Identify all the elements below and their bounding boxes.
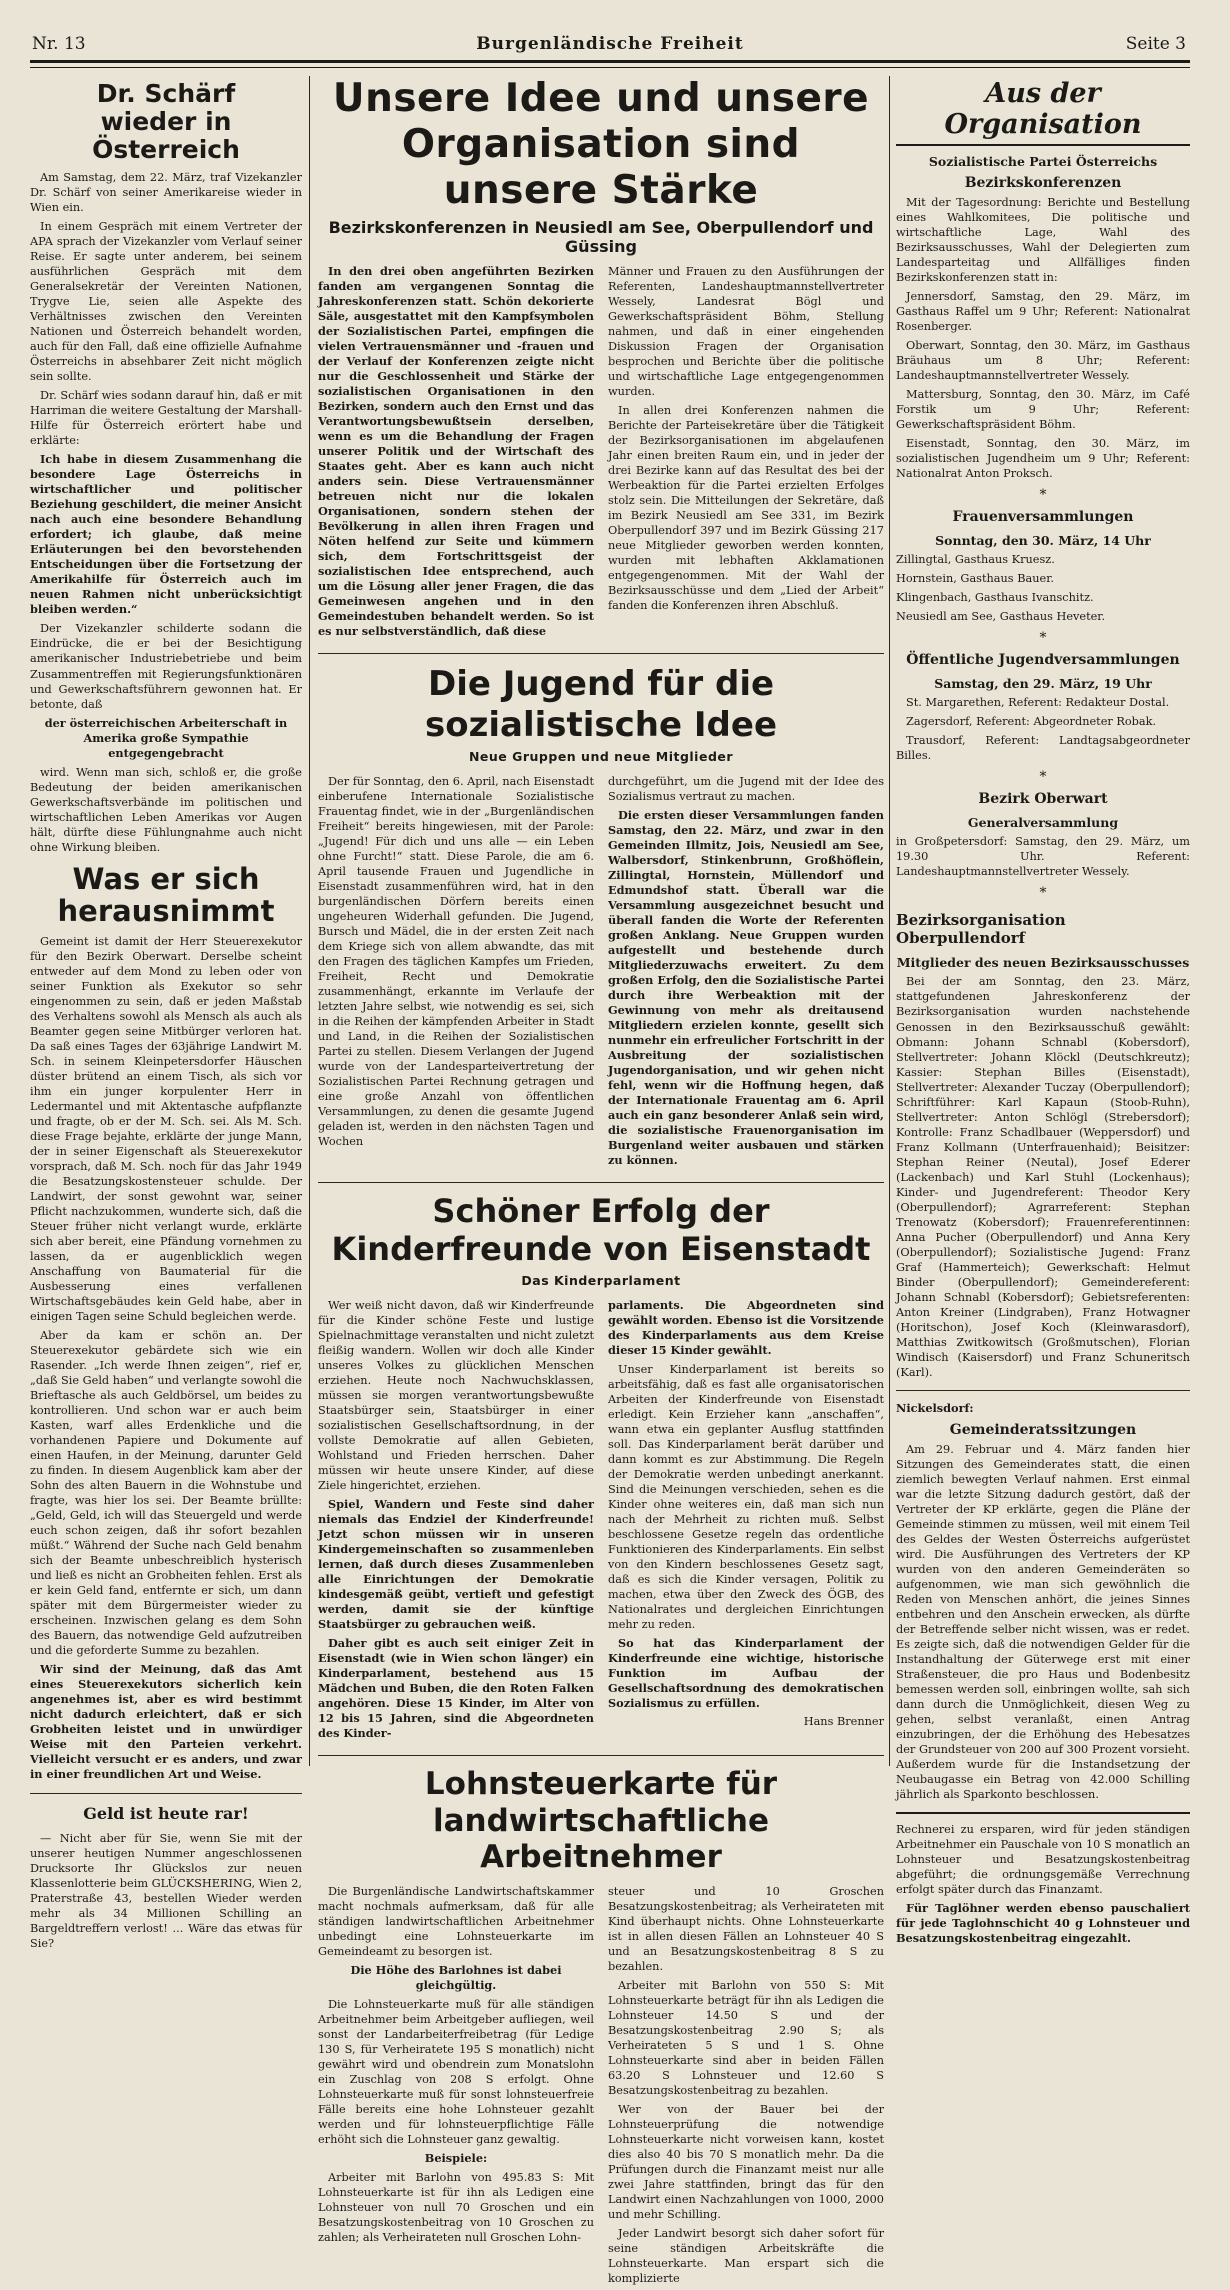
paragraph: Am Samstag, dem 22. März, traf Vizekanzler Dr. Schärf von seiner Amerikareise wieder in Wien ein. (30, 171, 302, 215)
title-line: Dr. Schärf (96, 79, 236, 108)
section-title: Aus der Organisation (896, 78, 1190, 146)
column-rule (889, 76, 890, 1766)
event-title: Bezirk Oberwart (978, 791, 1108, 808)
newspaper-name: Burgenländische Freiheit (476, 34, 744, 54)
paragraph: Rechnerei zu ersparen, wird für jeden ständigen Arbeitnehmer ein Pauschale von 10 S monatlich an Lohnsteuer und Besatzungskostenbeitrag abgeführt; die ordnungsgemäße Verrechnung erfolgt später durch das Finanzamt. (896, 1823, 1190, 1897)
event-date: Samstag, den 29. März, 19 Uhr (934, 676, 1152, 692)
paragraph: Dr. Schärf wies sodann darauf hin, daß er mit Harriman die weitere Gestaltung der Marshall-Hilfe für Österreich erörtert habe und erklärte: (30, 389, 302, 448)
event-entry: Hornstein, Gasthaus Bauer. (896, 572, 1054, 586)
paragraph-bold: So hat das Kinderparlament der Kinderfreunde eine wichtige, historische Funktion im Aufbau der Gesellschaftsordnung des demokratischen Sozialismus zu erfüllen. (608, 1635, 884, 1710)
text-column (608, 264, 884, 643)
ad-text: — Nicht aber für Sie, wenn Sie mit der unserer heutigen Nummer angeschlossenen Drucksorte Ihr Glückslos zur neuen Klassenlotterie beim GLÜCKSHERING, Wien 2, Praterstraße 43, bestellen Wieder werden mehr als 34 Millionen Schilling an Bargeldtreffern verlost! ... Wäre das etwas für Sie? (30, 1831, 303, 1950)
article-body (318, 1884, 884, 2290)
separator-star: * (1039, 885, 1047, 902)
paragraph-bold: Für Taglöhner werden ebenso pauschaliert für jede Taglohnschicht 40 g Lohnsteuer und Besatzungskostenbeitrag eingezahlt. (896, 1901, 1190, 1946)
event-title: Frauenversammlungen (952, 509, 1134, 526)
text-column (608, 774, 884, 1172)
event-subtitle: Mitglieder des neuen Bezirksausschusses (896, 955, 1190, 971)
middle-column (318, 76, 884, 2286)
text-column (318, 1298, 594, 1745)
separator-star: * (1039, 487, 1047, 504)
paragraph: Gemeint ist damit der Herr Steuerexekutor für den Bezirk Oberwart. Derselbe scheint entweder auf dem Mond zu leben oder von seiner Funktion als Exekutor so sehr eingenommen zu sein, daß er jeden Maßstab des Verhaltens sowohl als Mensch als auch als Beamter gegen seine Mitbürger verloren hat. Da saß eines Tages der 63jährige Landwirt M. Sch. in seinem Kleinpetersdorfer Häuschen düster brütend an einem Tisch, als sich vor ihm ein junger korpulenter Herr in Ledermantel und mit Aktentasche aufpflanzte und fragte, ob er der M. Sch. sei. Als M. Sch. diese Frage bejahte, erklärte der junge Mann, der in seiner Eigenschaft als Steuerexekutor vorsprach, daß M. Sch. noch für das Jahr 1949 die Besatzungskostensteuer schulde. Der Landwirt, der sonst gewohnt war, seiner Pflicht nachzukommen, wunderte sich, daß die Steuer früher nicht verlangt wurde, erklärte sich aber bereit, eine Pfändung vornehmen zu lassen, da er augenblicklich wegen Anschaffung von Baumaterial für die Ausbesserung eines verfallenen Wirtschaftsgebäudes kein Geld habe, aber in einigen Tagen seine Schuld begleichen werde. (30, 934, 302, 1324)
paragraph: Am 29. Februar und 4. März fanden hier Sitzungen des Gemeinderates statt, die einen ziemlich bewegten Verlauf nahmen. Erst einmal war die letzte Sitzung dadurch gestört, daß der Vertreter der KP erklärte, gegen die Pläne der Gemeinde stimmen zu müssen, weil mit einem Teil des Geldes der Westen Österreichs aufgerüstet wird. Die Ausführungen des Vertreters der KP wurden von den anderen Gemeinderäten so aufgenommen, wie man sich gewöhnlich die Reden von Menschen anhört, die jeines Sinnes entbehren und den Anschein erwecken, als dürfte der Betreffende selber nicht wissen, was er redet. Es zeigte sich, daß die notwendigen Gelder für die Instandhaltung der Güterwege erst mit einer Straßensteuer, die pro Haus und Bodenbesitz bemessen werden soll, einbringen wollte, sah sich dann durch die Unmöglichkeit, diesen Weg zu gehen, selbst veranlaßt, einen Antrag einzubringen, der die Erhöhung des Hebesatzes der Grundsteuer von 200 auf 300 Prozent vorsieht. Außerdem wurde für die Instandsetzung der Neubaugasse ein Betrag von 42.000 Schilling jährlich als Sparkonto beschlossen. (896, 1442, 1190, 1802)
article-title-steuerexekutor: Was er sich herausnimmt (57, 861, 275, 929)
headline-organisation: Unsere Idee und unsere Organisation sind unsere Stärke (332, 76, 870, 214)
article-title-schaerf (30, 80, 302, 164)
headline-kinderfreunde: Schöner Erfolg der Kinderfreunde von Eisenstadt (331, 1192, 871, 1268)
event-entry: Mattersburg, Sonntag, den 30. März, im Café Forstik um 9 Uhr; Referent: Gewerkschaftspräsident Böhm. (896, 388, 1190, 432)
separator-star: * (1039, 630, 1047, 647)
headline-jugend: Die Jugend für die sozialistische Idee (424, 664, 778, 745)
event-entry: Oberwart, Sonntag, den 30. März, im Gasthaus Bräuhaus um 8 Uhr; Referent: Landeshauptmannstellvertreter Wessely. (896, 339, 1190, 383)
paragraph: In einem Gespräch mit einem Vertreter der APA sprach der Vizekanzler vom Verlauf seiner Reise. Er sagte unter anderem, bei seinem ausführlichen Gespräch mit dem Generalsekretär der Vereinten Nationen, Trygve Lie, seien alle Aspekte des Verhältnisses zwischen den Vereinten Nationen und Österreich behandelt worden, auch für den Fall, daß eine offizielle Aufnahme Österreichs in absehbarer Zeit nicht möglich sein sollte. (30, 220, 302, 384)
issue-number: Nr. 13 (32, 34, 86, 54)
divider (896, 1390, 1190, 1391)
paragraph: durchgeführt, um die Jugend mit der Idee des Sozialismus vertraut zu machen. (608, 774, 884, 803)
text-column (318, 264, 594, 643)
event-entry: Jennersdorf, Samstag, den 29. März, im Gasthaus Raffel um 9 Uhr; Referent: Nationalrat Rosenberger. (896, 290, 1190, 334)
event-entry: Neusiedl am See, Gasthaus Heveter. (896, 610, 1106, 624)
paragraph: Wer von der Bauer bei der Lohnsteuerprüfung die notwendige Lohnsteuerkarte nicht vorweisen kann, kostet dies also 40 bis 70 S monatlich mehr. Da die Prüfungen durch die Finanzamt meist nur alle zwei Jahre stattfinden, bringt das für den Landwirt einen Nachzahlungen von 1000, 2000 und mehr Schilling. (608, 2102, 884, 2222)
paragraph: Der Vizekanzler schilderte sodann die Eindrücke, die er bei der Besichtigung amerikanischer Industriebetriebe und beim Zusammentreffen mit Regierungsfunktionären und Gewerkschaftsführern gewonnen hat. Er betonte, daß (30, 622, 302, 711)
paragraph: Die Burgenländische Landwirtschaftskammer macht nochmals aufmerksam, daß für alle ständigen landwirtschaftlichen Arbeitnehmer unbedingt eine Lohnsteuerkarte im Gemeindeamt zu besorgen ist. (318, 1884, 594, 1958)
article-body (318, 774, 884, 1172)
paragraph-bold: Wir sind der Meinung, daß das Amt eines Steuerexekutors sicherlich kein angenehmes ist, aber es wird bestimmt nicht dadurch erleichtert, daß er sich Grobheiten leistet und in unwürdiger Weise mit den Parteien verkehrt. Vielleicht versucht er es anders, und zwar in einer freundlichen Art und Weise. (30, 1662, 302, 1782)
article-body (318, 264, 884, 643)
location-label: Nickelsdorf: (896, 1400, 974, 1415)
text-column (608, 1884, 884, 2290)
column-rule (309, 76, 310, 1766)
ad-title: Geld ist heute rar! (83, 1803, 249, 1823)
event-title: Gemeinderatssitzungen (949, 1421, 1137, 1438)
text-column (608, 1298, 884, 1745)
paragraph: Bei der am Sonntag, den 23. März, stattgefundenen Jahreskonferenz der Bezirksorganisation wurden nachstehende Genossen in den Bezirksausschuß gewählt: Obmann: Johann Schnabl (Kobersdorf), Stellvertreter: Johann Klöckl (Deutschkreutz); Kassier: Stephan Billes (Eisenstadt), Stellvertreter: Alexander Tuczay (Oberpullendorf); Schriftführer: Karl Kapaun (Stoob-Ruhn), Stellvertreter: Anton Schlögl (Strebersdorf); Kontrolle: Franz Schadlbauer (Weppersdorf) und Franz Kollmann (Unterfrauenhaid); Beisitzer: Stephan Reiner (Neutal), Josef Ederer (Lackenbach) und Karl Stuhl (Lockenhaus); Kinder- und Jugendreferent: Theodor Kery (Oberpullendorf); Agrarreferent: Stephan Trenowatz (Kobersdorf); Frauenreferentinnen: Anna Pucher (Oberpullendorf) und Anna Kery (Oberpullendorf); Sozialistische Jugend: Franz Graf (Hammerteich); Gewerkschaft: Helmut Binder (Oberpullendorf); Gemeindereferent: Johann Schnabl (Kobersdorf); Gebietsreferenten: Anton Kreiner (Lindgraben), Franz Hotwagner (Horitschon), Josef Koch (Kleinwarasdorf), Matthias Zwitkowitsch (Großmutschen), Florian Windisch (Kaisersdorf) und Franz Schuneritsch (Karl). (896, 975, 1190, 1379)
paragraph: Der für Sonntag, den 6. April, nach Eisenstadt einberufene Internationale Sozialistische Frauentag findet, wie in der „Burgenländischen Freiheit“ bereits hingewiesen, mit der Parole: „Jugend! Für dich und uns alle — ein Leben ohne Furcht!“ statt. Diese Parole, die am 6. April tausende Frauen und Jugendliche in Eisenstadt zusammenführen wird, hat in den burgenländischen Dörfern bereits einen ungeheuren Widerhall gefunden. Die Jugend, Bursch und Mädel, die in der ersten Zeit nach dem Kriege sich von allem abwandte, das mit den Fragen des täglichen Kampfes um Frieden, Freiheit, Recht und Demokratie zusammenhängt, erkannte im Verlaufe der letzten Jahre selbst, wie notwendig es sei, sich in die Reihen der kämpfenden Arbeiter in Stadt und Land, in die Reihen der Sozialistischen Partei zu stellen. Diesem Verlangen der Jugend wurde von der Landesparteivertretung der Sozialistischen Partei Rechnung getragen und eine große Anzahl von öffentlichen Versammlungen, zu denen die gesamte Jugend geladen ist, werden in den nächsten Tagen und Wochen (318, 774, 594, 1149)
left-column (30, 76, 303, 1950)
paragraph-bold: parlaments. Die Abgeordneten sind gewählt worden. Ebenso ist die Vorsitzende des Kinderparlaments aus dem Kreise dieser 15 Kinder gewählt. (608, 1297, 884, 1357)
event-entry: St. Margarethen, Referent: Redakteur Dostal. (906, 696, 1170, 710)
paragraph: steuer und 10 Groschen Besatzungskostenbeitrag; als Verheirateten mit Kind überhaupt nichts. Ohne Lohnsteuerkarte ist in allen diesen Fällen an Lohnsteuer 40 S und an Besatzungskostenbeitrag 8 S zu bezahlen. (608, 1884, 884, 1973)
divider (318, 1182, 884, 1183)
paragraph: Wer weiß nicht davon, daß wir Kinderfreunde für die Kinder schöne Feste und lustige Spielnachmittage veranstalten und nicht zuletzt fleißig wandern. Wollen wir doch alle Kinder unseres Volkes zu glücklichen Menschen erziehen. Heute noch Nachwuchsklassen, müssen sie morgen verantwortungsbewußte Staatsbürger sein, Staatsbürger in einer sozialistischen Gesellschaftsordnung, in der vollste Demokratie auf allen Gebieten, Wohlstand und Frieden herrschen. Daher müssen wir heute unsere Kinder, auf diese Ziele hingerichtet, erziehen. (318, 1298, 594, 1492)
text-column (318, 774, 594, 1172)
page-number: Seite 3 (1125, 34, 1186, 54)
divider (318, 1755, 884, 1756)
separator-star: * (1039, 769, 1047, 786)
paragraph: wird. Wenn man sich, schloß er, die große Bedeutung der beiden amerikanischen Gewerkschaftsverbände im politischen und wirtschaftlichen Leben Amerikas vor Augen hält, dürfte diese Fühlungnahme auch nicht ohne Wirkung bleiben. (30, 765, 302, 854)
event-subtitle: Generalversammlung (967, 815, 1119, 831)
event-title: Bezirksorganisation Oberpullendorf (896, 911, 1066, 948)
divider (30, 1793, 302, 1794)
event-entry: Eisenstadt, Sonntag, den 30. März, im sozialistischen Jugendheim um 9 Uhr; Referent: Nationalrat Anton Proksch. (896, 437, 1190, 481)
event-entry: Trausdorf, Referent: Landtagsabgeordneter Billes. (896, 734, 1190, 763)
paragraph: In allen drei Konferenzen nahmen die Berichte der Parteisekretäre über die Tätigkeit der Bezirksorganisationen im abgelaufenen Jahr einen breiten Raum ein, und in jeder der drei Bezirke kann auf das Resultat des bei der Werbeaktion für die Partei erzielten Erfolges stolz sein. Die Mitteilungen der Sekretäre, daß im Bezirk Neusiedl am See 331, im Bezirk Oberpullendorf 397 und im Bezirk Güssing 217 neue Mitglieder geworben werden konnten, wurden mit lebhaften Akklamationen entgegengenommen. Mit der Wahl der Bezirksausschüsse und dem „Lied der Arbeit“ fanden die Konferenzen ihren Abschluß. (608, 404, 884, 613)
headline-lohnsteuerkarte: Lohnsteuerkarte für landwirtschaftliche Arbeitnehmer (424, 1766, 778, 1876)
masthead (30, 26, 1190, 63)
title-line: wieder in Österreich (92, 107, 240, 164)
paragraph: Aber da kam er schön an. Der Steuerexekutor gebärdete sich wie ein Rasender. „Ich werde Ihnen zeigen“, rief er, „daß Sie Geld haben“ und verlangte sowohl die Brieftasche als auch Geldbörsel, um beides zu kontrollieren. Und schon war er auch beim Kasten, warf alles Erdenkliche und die vorhandenen Papiere und Dokumente auf einen Haufen, in der Meinung, darunter Geld zu finden. In diesem Augenblick kam aber der Sohn des alten Bauern in die Wohnstube und fragte, was hier los sei. Der Beamte brüllte: „Geld, Geld, ich will das Steuergeld und werde euch schon zeigen, daß ihr sofort bezahlen müßt.“ Während der Suche nach Geld benahm sich der Beamte unbeschreiblich hysterisch und ließ es nicht an Grobheiten fehlen. Erst als er kein Geld fand, entfernte er sich, um dann später mit dem Bürgermeister wieder zu erscheinen. Inzwischen gelang es dem Sohn des Bauern, das notwendige Geld aufzutreiben und die geforderte Summe zu bezahlen. (30, 1329, 302, 1658)
paragraph-bold: Daher gibt es auch seit einiger Zeit in Eisenstadt (wie in Wien schon länger) ein Kinderparlament, bestehend aus 15 Mädchen und Buben, die den Roten Falken angehören. Diese 15 Kinder, im Alter von 12 bis 15 Jahren, sind die Abgeordneten des Kinder- (318, 1635, 594, 1740)
event-entry: Klingenbach, Gasthaus Ivanschitz. (896, 591, 1094, 605)
author-signature: Hans Brenner (803, 1714, 884, 1728)
paragraph: Unser Kinderparlament ist bereits so arbeitsfähig, daß es fast alle organisatorischen Arbeiten der Kinderfreunde von Eisenstadt erledigt. Kein Erzieher kann „anschaffen“, wann etwa ein geplanter Ausflug stattfinden soll. Das Kinderparlament berät darüber und dann kommt es zur Abstimmung. Die Regeln der Demokratie werden unbedingt anerkannt. Sind die Meinungen verschieden, sehen es die Kinder ohne weiteres ein, daß man sich nun nach der Mehrheit zu richten muß. Selbst beschlossene Gesetze regeln das ordentliche Funktionieren des Kinderparlaments. Ein selbst von den Kindern beschlossenes Gesetz sagt, daß es sich die Kinder versagen, Politik zu machen, etwa über den Zweck des ÖGB, des Nationalrates und dergleichen Einrichtungen mehr zu reden. (608, 1362, 884, 1631)
paragraph-bold: Die ersten dieser Versammlungen fanden Samstag, den 22. März, und zwar in den Gemeinden Illmitz, Jois, Neusiedl am See, Walbersdorf, Stinkenbrunn, Großhöflein, Zillingtal, Hornstein, Müllendorf und Edmundshof statt. Überall war die Versammlung ausgezeichnet besucht und überall fanden die Worte der Referenten großen Anklang. Neue Gruppen wurden aufgestellt und bestehende durch Mitgliederzuwachs erweitert. Zu dem großen Erfolg, den die Sozialistische Partei durch ihre Werbeaktion mit der Gewinnung von mehr als dreitausend Mitgliedern erzielen konnte, gesellt sich nunmehr ein erfreulicher Fortschritt in der Ausbreitung der sozialistischen Jugendorganisation, und wir gehen nicht fehl, wenn wir die Hoffnung hegen, daß der Internationale Frauentag am 6. April auch ein ganz besonderer Anlaß sein wird, die sozialistische Frauenorganisation im Burgenland weiter ausbauen und stärken zu können. (608, 807, 884, 1168)
article-body (318, 1298, 884, 1745)
paragraph: Jeder Landwirt besorgt sich daher sofort für seine ständigen Arbeitskräfte die Lohnsteuerkarte. Man erspart sich die komplizierte (608, 2227, 884, 2286)
text-column (318, 1884, 594, 2290)
paragraph-bold: In den drei oben angeführten Bezirken fanden am vergangenen Sonntag die Jahreskonferenzen statt. Schön dekorierte Säle, ausgestattet mit den Kampfsymbolen der Sozialistischen Partei, empfingen die vielen Vertrauensmänner und -frauen und der Verlauf der Konferenzen zeigte nicht nur die Geschlossenheit und Stärke der sozialistischen Organisationen in den Bezirken, sondern auch den Ernst und das Verantwortungsbewußtsein derselben, wenn es um die Behandlung der Fragen unserer Politik und der Wirtschaft des Staates geht. Aber es kann auch nicht anders sein. Diese Vertrauensmänner betreuen nicht nur die lokalen Organisationen, sondern stehen der Bevölkerung in allen ihren Fragen und Nöten helfend zur Seite und kümmern sich, dem Fortschrittsgeist der sozialistischen Idee entsprechend, auch um die Lösung aller jener Fragen, die das Gemeinwesen angehen und in den Gemeindestuben behandelt werden. So ist es nur selbstverständlich, daß diese (318, 264, 594, 639)
event-entry: Zillingtal, Gasthaus Kruesz. (896, 553, 1055, 567)
subheadline-kinderparlament: Das Kinderparlament (521, 1272, 681, 1288)
paragraph: Arbeiter mit Barlohn von 495.83 S: Mit Lohnsteuerkarte ist für ihn als Ledigen eine Lohnsteuer von null 70 Groschen und ein Besatzungskostenbeitrag von 10 Groschen zu zahlen; als Verheirateten null Groschen Lohn- (318, 2171, 594, 2245)
event-title: Bezirkskonferenzen (964, 175, 1122, 191)
paragraph: Mit der Tagesordnung: Berichte und Bestellung eines Wahlkomitees, Die politische und wirtschaftliche Lage, Wahl des Bezirksausschusses, Wahl der Delegierten zum Landesparteitag und Allfälliges finden Bezirkskonferenzen statt in: (896, 196, 1190, 285)
event-title: Öffentliche Jugendversammlungen (906, 652, 1180, 669)
paragraph-bold: Spiel, Wandern und Feste sind daher niemals das Endziel der Kinderfreunde! Jetzt schon müssen wir in unseren Kindergemeinschaften so zusammenleben lernen, daß durch dieses Zusammenleben alle Einrichtungen der Demokratie kindesgemäß geübt, vertieft und gefestigt werden, damit sie der künftige Staatsbürger zu gebrauchen weiß. (318, 1496, 594, 1631)
event-date: Sonntag, den 30. März, 14 Uhr (935, 533, 1151, 549)
party-name: Sozialistische Partei Österreichs (928, 154, 1158, 169)
divider (318, 653, 884, 654)
paragraph: Die Lohnsteuerkarte muß für alle ständigen Arbeitnehmer beim Arbeitgeber aufliegen, weil sonst der Landarbeiterfreibetrag (für Ledige 130 S, für Verheiratete 195 S monatlich) nicht gewährt wird und obendrein zum Monatslohn ein Zuschlag von 208 S erfolgt. Ohne Lohnsteuerkarte muß für sonst lohnsteuerfreie Fälle bereits eine hohe Lohnsteuer gezahlt werden und für lohnsteuerpflichtige Fälle erhöht sich die Lohnsteuer ganz gewaltig. (318, 1997, 594, 2146)
event-entry: Zagersdorf, Referent: Abgeordneter Robak. (906, 715, 1157, 729)
right-column (896, 76, 1190, 1946)
continuation-note (896, 1812, 1190, 1946)
paragraph: in Großpetersdorf: Samstag, den 29. März, um 19.30 Uhr. Referent: Landeshauptmannstellvertreter Wessely. (896, 835, 1190, 879)
subheadline-jugend: Neue Gruppen und neue Mitglieder (468, 748, 734, 764)
paragraph: Arbeiter mit Barlohn von 550 S: Mit Lohnsteuerkarte beträgt für ihn als Ledigen die Lohnsteuer 14.50 S und der Besatzungskostenbeitrag 2.90 S; als Verheirateten 5 S und 1 S. Ohne Lohnsteuerkarte sind aber in beiden Fällen 63.20 S Lohnsteuer und 12.60 S Besatzungskostenbeitrag zu bezahlen. (608, 1978, 884, 2097)
paragraph-bold: der österreichischen Arbeiterschaft in Amerika große Sympathie entgegengebracht (44, 715, 288, 760)
subheadline-bezirkskonferenzen: Bezirkskonferenzen in Neusiedl am See, Oberpullendorf und Güssing (328, 218, 874, 257)
paragraph-bold: Die Höhe des Barlohnes ist dabei gleichgültig. (350, 1962, 562, 1992)
paragraph-bold: Ich habe in diesem Zusammenhang die besondere Lage Österreichs in wirtschaftlicher und politischer Beziehung geschildert, die meiner Ansicht nach auch eine besondere Behandlung erfordert; ich glaube, daß meine Erläuterungen bei den bevorstehenden Entscheidungen über die Fortsetzung der Amerikahilfe für Österreich auch im neuen Rahmen nicht unberücksichtigt bleiben werden.“ (30, 452, 302, 617)
paragraph-bold: Beispiele: (424, 2151, 488, 2166)
paragraph: Männer und Frauen zu den Ausführungen der Referenten, Landeshauptmannstellvertreter Wessely, Landesrat Bögl und Gewerkschaftspräsident Böhm, Stellung nahmen, und daß in einer eingehenden Diskussion Fragen der Organisation besprochen und Berichte über die politische und wirtschaftliche Lage entgegengenommen wurden. (608, 265, 884, 399)
